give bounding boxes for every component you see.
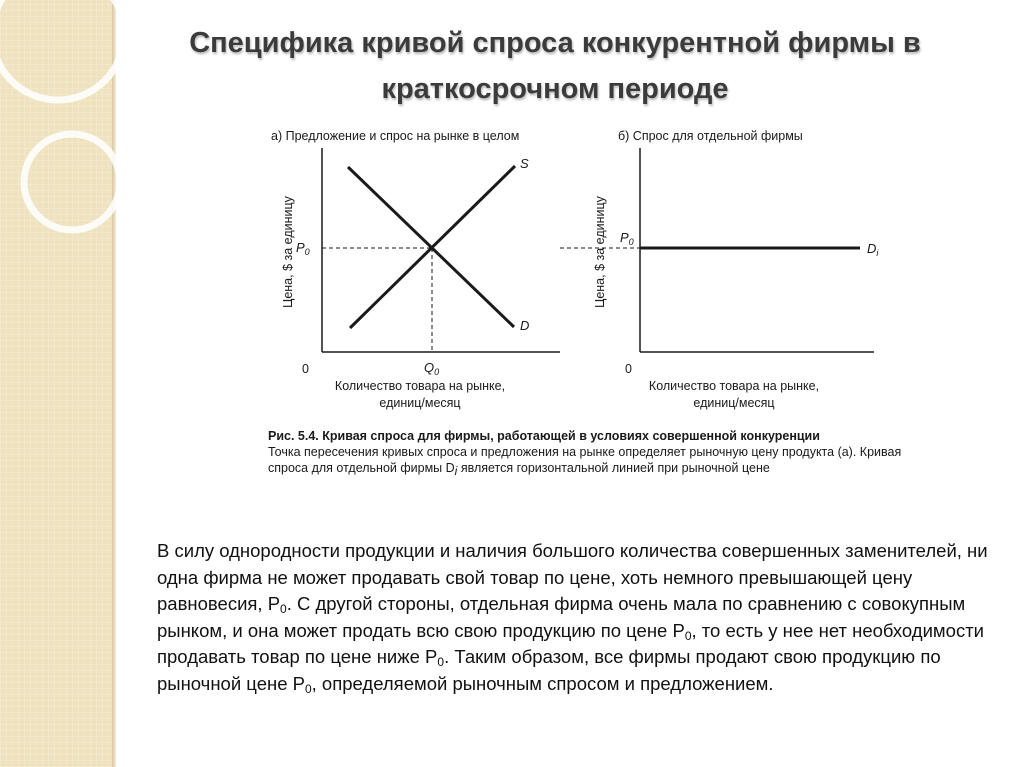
decorative-circle-middle xyxy=(24,134,120,230)
supply-label: S xyxy=(520,156,529,171)
panel-b-x-axis-label-line-1: Количество товара на рынке, xyxy=(648,379,820,393)
panel-b-title: б) Спрос для отдельной фирмы xyxy=(618,129,803,143)
panel-a-x-axis-label-line-1: Количество товара на рынке, xyxy=(334,379,506,393)
figure-caption xyxy=(268,428,908,476)
panel-a-title: а) Предложение и спрос на рынке в целом xyxy=(271,129,520,143)
body-paragraph: В силу однородности продукции и наличия большого количества совершенных заменителей, ни одна фирма не может продавать свой товар по цене, хоть немного превышающей цену равновесия, $P_0$. С другой стороны, отдельная фирма очень мала по сравнению с совокупным рынком, и она может продать всю свою продукцию по цене $P_0$, то есть у нее нет необходимости продавать товар по цене ниже $P_0$. Таким образом, все фирмы продают свою продукцию по рыночной цене $P_0$, определяемой рыночным спросом и предложением. xyxy=(157,540,988,696)
decorative-circle-top xyxy=(0,0,124,100)
figure-caption-title: Рис. 5.4. Кривая спроса для фирмы, работающей в условиях совершенной конкуренции xyxy=(268,429,820,443)
panel-a-price-label: $P_0$ xyxy=(296,240,310,257)
panel-a-y-axis-label: Цена, $ за единицу xyxy=(281,196,295,308)
demand-label: D xyxy=(520,318,530,333)
slide-title xyxy=(140,20,970,112)
panel-b-price-label: $P_0$ xyxy=(620,230,634,247)
panel-b-y-axis-label: Цена, $ за единицу xyxy=(593,196,607,308)
panel-b-origin: 0 xyxy=(625,362,632,376)
market-diagram xyxy=(262,122,902,422)
firm-demand-label: $D_i$ xyxy=(867,241,879,258)
panel-a-quantity-label: $Q_0$ xyxy=(424,360,440,377)
panel-b-x-axis-label-line-2: единиц/месяц xyxy=(693,396,775,410)
decorative-circles xyxy=(0,0,140,260)
figure-caption-body: Точка пересечения кривых спроса и предложения на рынке определяет рыночную цену продукта (а). Кривая спроса для отдельной фирмы $D_i$ является горизонтальной линией при рыночной цене xyxy=(268,445,902,478)
panel-a-origin: 0 xyxy=(302,362,309,376)
slide-title-line-2: краткосрочном периоде xyxy=(381,73,729,105)
panel-a-x-axis-label-line-2: единиц/месяц xyxy=(379,396,461,410)
slide-title-line-1: Специфика кривой спроса конкурентной фирмы в xyxy=(189,27,921,59)
